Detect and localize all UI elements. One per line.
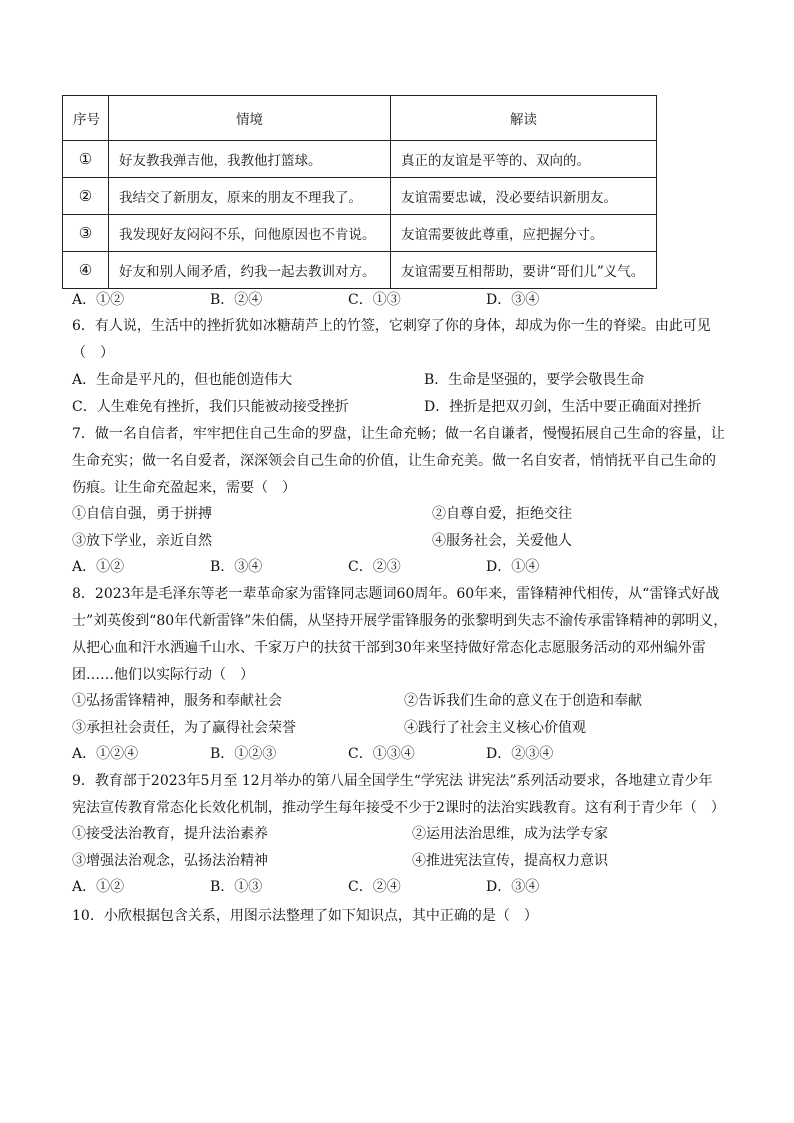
- q7-stem-line-1: 7．做一名自信者，牢牢把住自己生命的罗盘，让生命充畅；做一名自谦者，慢慢拓展自己生命的容量，让: [72, 426, 725, 442]
- q9-stem-line-2: 宪法宣传教育常态化长效化机制，推动学生每年接受不少于2课时的法治实践教育。这有利于青少年（ ）: [72, 800, 725, 816]
- row-index: ④: [63, 252, 109, 289]
- row-index: ①: [63, 141, 109, 178]
- header-interpretation: 解读: [391, 96, 657, 141]
- row-index: ②: [63, 178, 109, 215]
- table-header-row: [63, 96, 657, 141]
- q10-stem-line-1: 10．小欣根据包含关系，用图示法整理了如下知识点，其中正确的是（ ）: [72, 908, 538, 924]
- row-situation: 我发现好友闷闷不乐，问他原因也不肯说。: [109, 215, 391, 252]
- q8-item-2: ②告诉我们生命的意义在于创造和奉献: [404, 693, 642, 709]
- table-row: [63, 252, 657, 289]
- friendship-table: [62, 95, 657, 289]
- q7-item-2: ②自尊自爱，拒绝交往: [432, 506, 572, 522]
- header-index: 序号: [63, 96, 109, 141]
- q6-choice-c: C．人生难免有挫折，我们只能被动接受挫折: [72, 399, 349, 415]
- q8-stem-line-3: 从把心血和汗水洒遍千山水、千家万户的扶贫干部到30年来坚持做好常态化志愿服务活动的邓州编外雷: [72, 640, 706, 656]
- row-index: ③: [63, 215, 109, 252]
- table-row: [63, 178, 657, 215]
- q9-item-2: ②运用法治思维，成为法学专家: [412, 826, 608, 842]
- table-row: [63, 215, 657, 252]
- row-situation: 我结交了新朋友，原来的朋友不理我了。: [109, 178, 391, 215]
- header-situation: 情境: [109, 96, 391, 141]
- q5-choice-c: C．①③: [348, 292, 401, 308]
- row-interpretation: 友谊需要彼此尊重，应把握分寸。: [391, 215, 657, 252]
- q8-choice-b: B．①②③: [210, 746, 277, 762]
- q7-choice-c: C．②③: [348, 559, 401, 575]
- q6-choice-b: B．生命是坚强的，要学会敬畏生命: [424, 372, 645, 388]
- q8-stem-line-4: 团……他们以实际行动（ ）: [72, 667, 254, 683]
- q8-choice-a: A．①②④: [72, 746, 139, 762]
- q7-choice-b: B．③④: [210, 559, 263, 575]
- q9-choice-c: C．②④: [348, 879, 401, 895]
- row-interpretation: 真正的友谊是平等的、双向的。: [391, 141, 657, 178]
- q6-stem-line-2: （ ）: [72, 345, 114, 361]
- q5-choice-d: D．③④: [486, 292, 540, 308]
- q7-stem-line-2: 生命充实；做一名自爱者，深深领会自己生命的价值，让生命充美。做一名自安者，悄悄抚平自己生命的: [72, 453, 716, 469]
- q8-stem-line-1: 8．2023年是毛泽东等老一辈革命家为雷锋同志题词60周年。60年来，雷锋精神代相传，从“雷锋式好战: [72, 586, 720, 602]
- q9-choice-d: D．③④: [486, 879, 540, 895]
- q7-choice-d: D．①④: [486, 559, 540, 575]
- q9-item-3: ③增强法治观念，弘扬法治精神: [72, 853, 268, 869]
- row-interpretation: 友谊需要忠诚，没必要结识新朋友。: [391, 178, 657, 215]
- q9-stem-line-1: 9．教育部于2023年5月至 12月举办的第八届全国学生“学宪法 讲宪法”系列活动要求，各地建立青少年: [72, 773, 713, 789]
- row-interpretation: 友谊需要互相帮助，要讲“哥们儿”义气。: [391, 252, 657, 289]
- q5-choice-b: B．②④: [210, 292, 263, 308]
- table-row: [63, 141, 657, 178]
- q8-item-3: ③承担社会责任，为了赢得社会荣誉: [72, 720, 296, 736]
- q7-stem-line-3: 伤痕。让生命充盈起来，需要（ ）: [72, 480, 296, 496]
- q6-choice-d: D．挫折是把双刃剑，生活中要正确面对挫折: [424, 399, 702, 415]
- q7-choice-a: A．①②: [72, 559, 125, 575]
- q6-choice-a: A．生命是平凡的，但也能创造伟大: [72, 372, 293, 388]
- q8-stem-line-2: 士”刘英俊到“80年代新雷锋”朱伯儒，从坚持开展学雷锋服务的张黎明到失志不渝传承雷锋精神的郭明义，: [72, 613, 728, 629]
- q5-choice-a: A．①②: [72, 292, 125, 308]
- q9-item-4: ④推进宪法宣传，提高权力意识: [412, 853, 608, 869]
- q8-choice-c: C．①③④: [348, 746, 415, 762]
- q9-item-1: ①接受法治教育，提升法治素养: [72, 826, 268, 842]
- q7-item-1: ①自信自强，勇于拼搏: [72, 506, 212, 522]
- q9-choice-b: B．①③: [210, 879, 263, 895]
- q7-item-4: ④服务社会，关爱他人: [432, 533, 572, 549]
- q9-choice-a: A．①②: [72, 879, 125, 895]
- q8-choice-d: D．②③④: [486, 746, 554, 762]
- q6-stem-line-1: 6．有人说，生活中的挫折犹如冰糖葫芦上的竹签，它刺穿了你的身体，却成为你一生的脊梁。由此可见: [72, 318, 711, 334]
- row-situation: 好友和别人闹矛盾，约我一起去教训对方。: [109, 252, 391, 289]
- q7-item-3: ③放下学业，亲近自然: [72, 533, 212, 549]
- q8-item-1: ①弘扬雷锋精神，服务和奉献社会: [72, 693, 282, 709]
- q8-item-4: ④践行了社会主义核心价值观: [404, 720, 586, 736]
- row-situation: 好友教我弹吉他，我教他打篮球。: [109, 141, 391, 178]
